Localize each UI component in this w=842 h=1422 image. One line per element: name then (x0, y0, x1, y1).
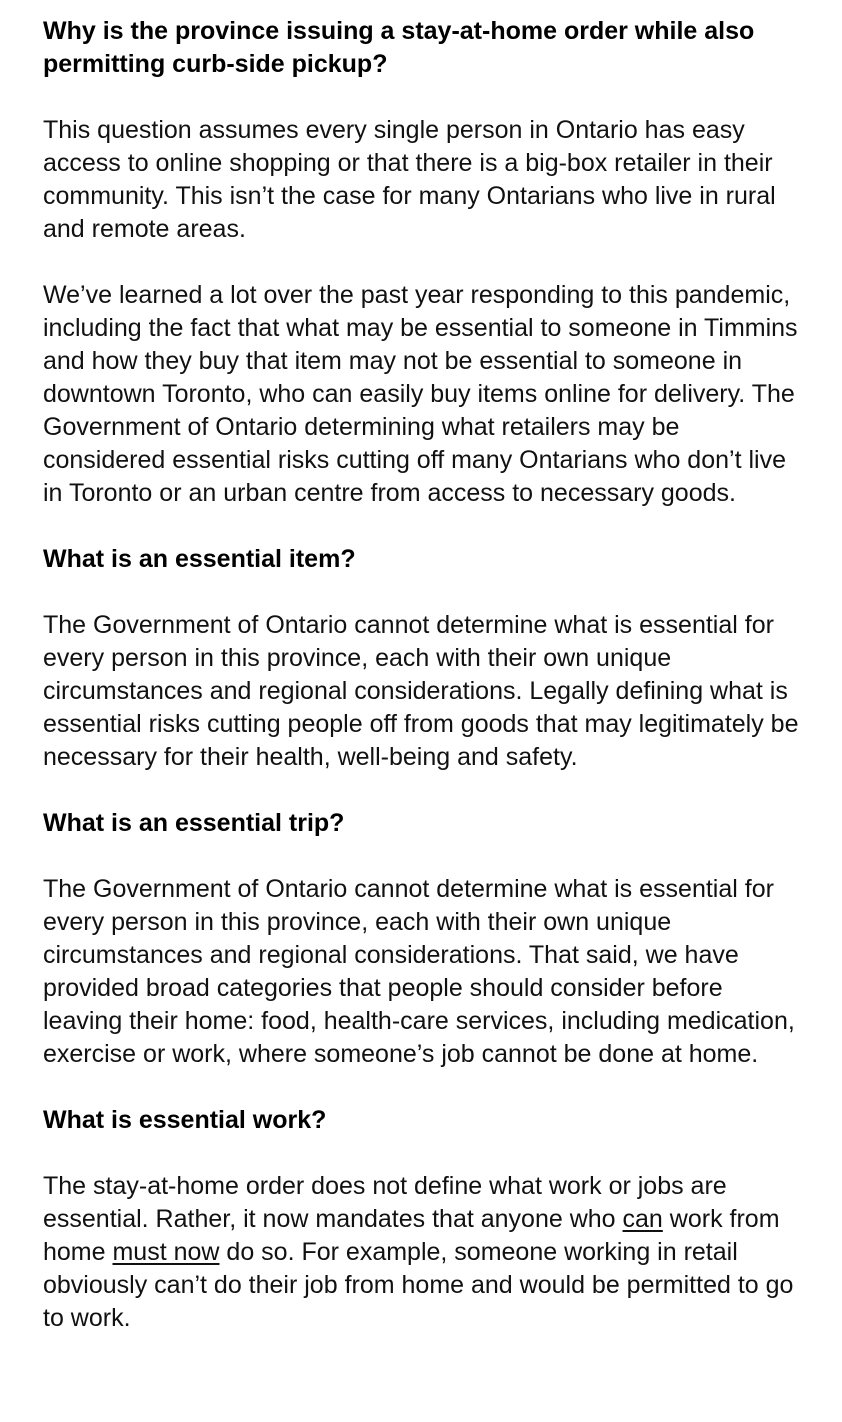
spacer (43, 774, 802, 807)
spacer (43, 840, 802, 873)
paragraph-essential-trip: The Government of Ontario cannot determine what is essential for every person in this province, each with their own unique circumstances and regional considerations. That said, we have provided broad categories that people should consider before leaving their home: food, health-care services, including medication, exercise or work, where someone’s job cannot be done at home. (43, 875, 795, 1068)
paragraph-essential-work (43, 1170, 802, 1335)
spacer (43, 246, 802, 279)
paragraph-text: The stay-at-home order does not define what work or jobs are essential. Rather, it now mandates that anyone who (43, 1172, 727, 1233)
paragraph-essential-item: The Government of Ontario cannot determine what is essential for every person in this province, each with their own unique circumstances and regional considerations. Legally defining what is essential risks cutting people off from goods that may legitimately be necessary for their health, well-being and safety. (43, 611, 799, 771)
spacer (43, 510, 802, 543)
paragraph-text: do so. For example, someone working in retail obviously can’t do their job from home and would be permitted to go to work. (43, 1238, 794, 1332)
section-heading-essential-item: What is an essential item? (43, 545, 356, 573)
paragraph-curbside-1: This question assumes every single person in Ontario has easy access to online shopping or that there is a big-box retailer in their community. This isn’t the case for many Ontarians who live in rural and remote areas. (43, 116, 776, 243)
paragraph-curbside-2: We’ve learned a lot over the past year responding to this pandemic, including the fact that what may be essential to someone in Timmins and how they buy that item may not be essential to someone in downtown Toronto, who can easily buy items online for delivery. The Government of Ontario determining what retailers may be considered essential risks cutting off many Ontarians who don’t live in Toronto or an urban centre from access to necessary goods. (43, 281, 798, 507)
underlined-phrase-must-now: must now (112, 1238, 220, 1266)
paragraph-text: work from home (43, 1205, 780, 1266)
spacer (43, 81, 802, 114)
underlined-word-can: can (622, 1205, 663, 1233)
section-heading-curbside: Why is the province issuing a stay-at-home order while also permitting curb-side pickup? (43, 17, 755, 78)
spacer (43, 1071, 802, 1104)
section-heading-essential-trip: What is an essential trip? (43, 809, 345, 837)
section-heading-essential-work: What is essential work? (43, 1106, 327, 1134)
spacer (43, 576, 802, 609)
spacer (43, 1137, 802, 1170)
